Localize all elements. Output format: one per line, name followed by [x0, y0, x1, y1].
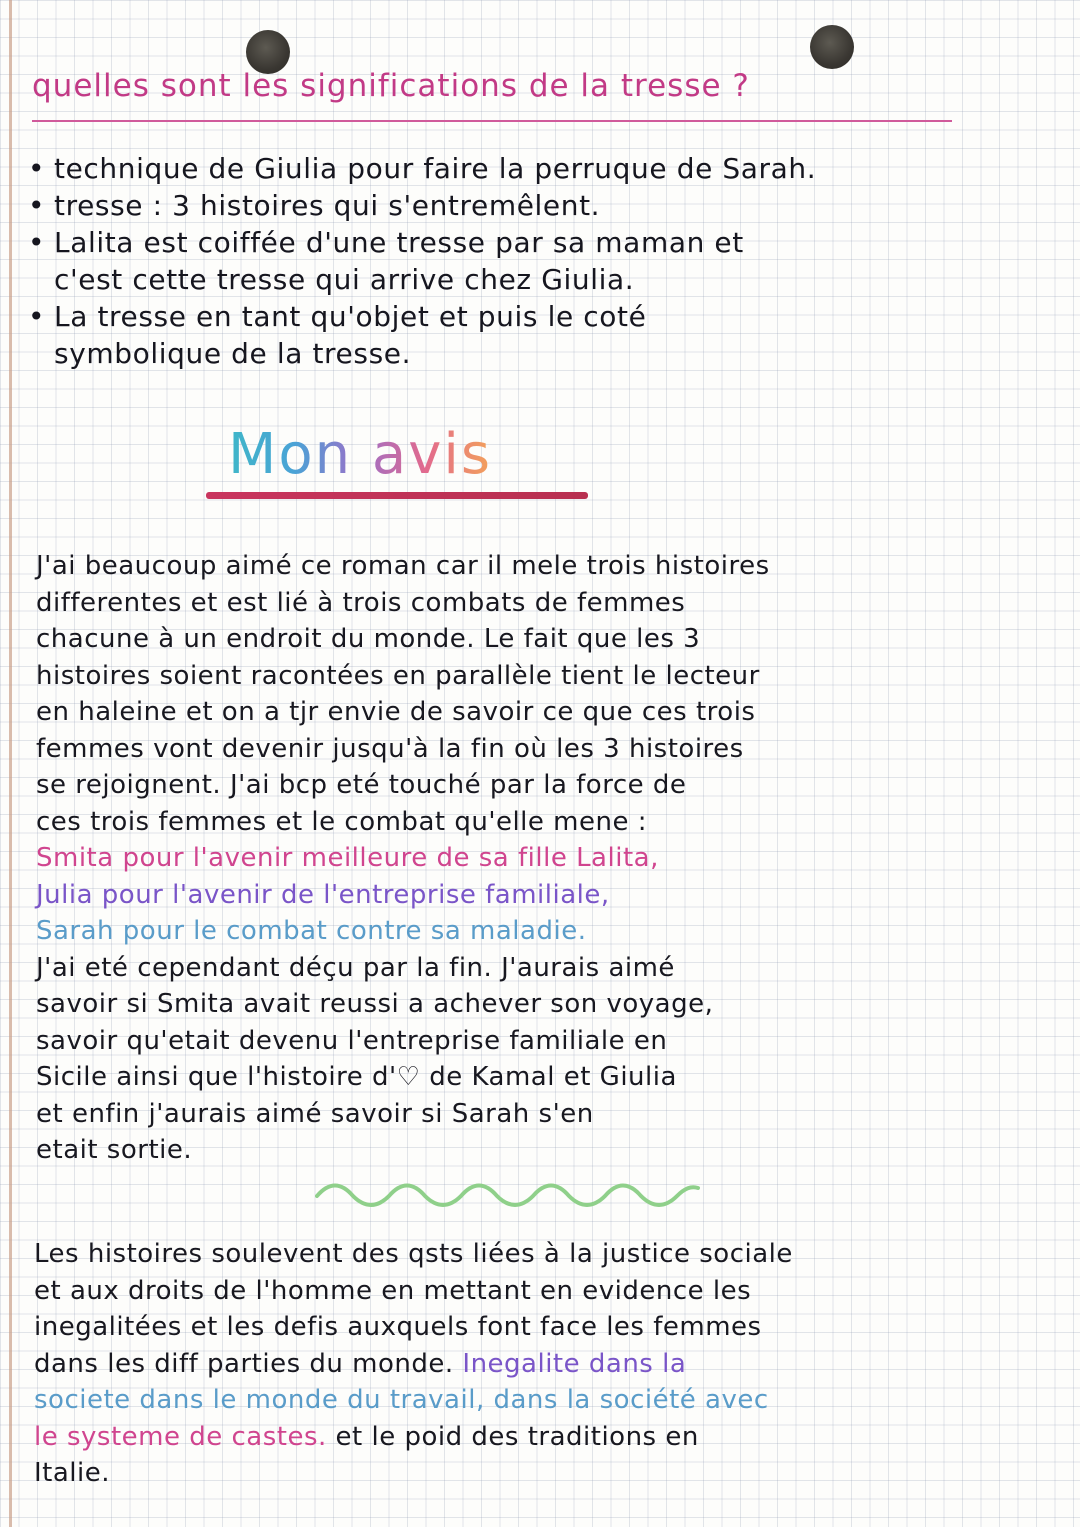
bullet-item — [28, 187, 1068, 224]
conclusion-inequality-line: societe dans le monde du travail, dans la société avec — [34, 1385, 769, 1415]
bullet-text-continued: symbolique de la tresse. — [54, 337, 412, 370]
opinion-line: en haleine et on a tjr envie de savoir ce que ces trois — [36, 697, 756, 727]
conclusion-caste-text: le systeme de castes. — [34, 1421, 327, 1452]
opinion-line: femmes vont devenir jusqu'à la fin où les 3 histoires — [36, 733, 744, 764]
conclusion-line-mixed — [34, 1419, 1074, 1456]
bullet-text: Lalita est coiffée d'une tresse par sa maman et — [54, 226, 744, 259]
wavy-separator — [315, 1178, 700, 1208]
opinion-line: savoir si Smita avait reussi a achever son voyage, — [36, 989, 714, 1019]
opinion-line: J'ai eté cependant déçu par la fin. J'aurais aimé — [36, 952, 675, 983]
opinion-line: chacune à un endroit du monde. Le fait que les 3 — [36, 624, 701, 654]
opinion-line-smita: Smita pour l'avenir meilleure de sa fille Lalita, — [36, 843, 659, 873]
conclusion-line: Italie. — [34, 1458, 111, 1488]
section-title-underline — [206, 492, 588, 499]
opinion-line: J'ai beaucoup aimé ce roman car il mele trois histoires — [36, 551, 770, 581]
opinion-line-sarah: Sarah pour le combat contre sa maladie. — [36, 916, 587, 946]
notebook-margin-line — [9, 0, 12, 1527]
opinion-paragraph — [36, 548, 1076, 1169]
bullet-item — [28, 150, 1068, 187]
opinion-line: Sicile ainsi que l'histoire d'♡ de Kamal et Giulia — [36, 1062, 677, 1092]
conclusion-line: Les histoires soulevent des qsts liées à la justice sociale — [34, 1239, 793, 1269]
conclusion-paragraph — [34, 1236, 1074, 1492]
question-heading — [32, 68, 962, 128]
opinion-line: ces trois femmes et le combat qu'elle mene : — [36, 806, 647, 837]
binder-hole-right — [810, 25, 854, 69]
bullet-text: technique de Giulia pour faire la perruque de Sarah. — [54, 152, 817, 185]
question-heading-underline — [32, 120, 952, 122]
bullet-item — [28, 224, 1068, 298]
opinion-line: savoir qu'etait devenu l'entreprise familiale en — [36, 1025, 668, 1056]
opinion-line: etait sortie. — [36, 1135, 193, 1165]
conclusion-inequality-text: Inegalite dans la — [462, 1348, 687, 1379]
question-heading-text: quelles sont les significations de la tresse ? — [32, 68, 750, 104]
opinion-line-julia: Julia pour l'avenir de l'entreprise familiale, — [36, 879, 610, 910]
section-title-mon-avis: Mon avis — [228, 420, 492, 490]
bullet-text: La tresse en tant qu'objet et puis le coté — [54, 300, 647, 333]
bullet-text: tresse : 3 histoires qui s'entremêlent. — [54, 189, 601, 222]
opinion-line: histoires soient racontées en parallèle tient le lecteur — [36, 660, 760, 691]
wavy-separator-line — [317, 1186, 698, 1206]
conclusion-line: dans les diff parties du monde. — [34, 1348, 454, 1379]
conclusion-line: inegalitées et les defis auxquels font face les femmes — [34, 1312, 762, 1342]
opinion-line: differentes et est lié à trois combats de femmes — [36, 587, 686, 618]
bullet-list — [28, 150, 1068, 372]
opinion-line: se rejoignent. J'ai bcp eté touché par la force de — [36, 770, 687, 800]
bullet-item — [28, 298, 1068, 372]
opinion-line: et enfin j'aurais aimé savoir si Sarah s'en — [36, 1098, 594, 1129]
conclusion-line-mixed — [34, 1346, 1074, 1383]
conclusion-line: et aux droits de l'homme en mettant en evidence les — [34, 1275, 752, 1306]
bullet-text-continued: c'est cette tresse qui arrive chez Giulia. — [54, 263, 635, 296]
conclusion-line: et le poid des traditions en — [335, 1421, 699, 1452]
